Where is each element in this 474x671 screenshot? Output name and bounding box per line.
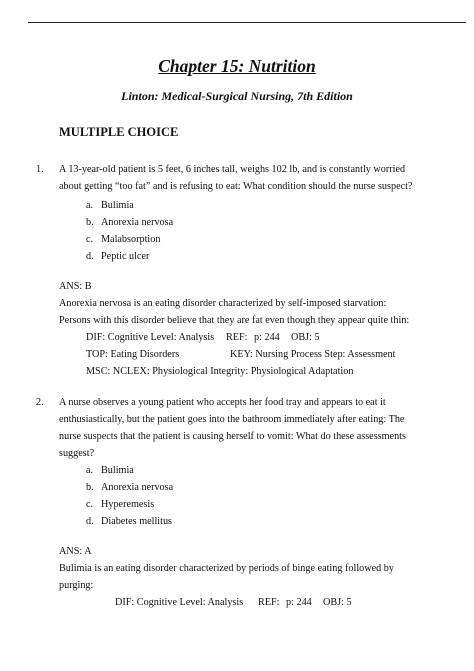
meta-row xyxy=(86,329,320,346)
option-text: Anorexia nervosa xyxy=(101,482,174,493)
question-stem-line: enthusiastically, but the patient goes into the bathroom immediately after eating: The xyxy=(59,414,405,425)
option-letter: d. xyxy=(86,251,94,262)
meta-row xyxy=(115,594,352,611)
header-rule xyxy=(28,22,466,23)
rationale-line: Bulimia is an eating disorder characterized by periods of binge eating followed by xyxy=(59,563,394,574)
objective-label: OBJ: 5 xyxy=(291,332,320,343)
book-subtitle: Linton: Medical-Surgical Nursing, 7th Edition xyxy=(121,89,353,103)
difficulty-label: DIF: Cognitive Level: Analysis xyxy=(115,597,244,608)
rationale-line: purging: xyxy=(59,580,94,591)
option-letter: c. xyxy=(86,234,94,245)
question-stem-line: A nurse observes a young patient who accepts her food tray and appears to eat it xyxy=(59,397,386,408)
option-letter: a. xyxy=(86,465,94,476)
option-letter: d. xyxy=(86,516,94,527)
option-text: Diabetes mellitus xyxy=(101,516,173,527)
question-stem-line: suggest? xyxy=(59,448,95,459)
meta-row xyxy=(86,346,395,363)
rationale-line: Persons with this disorder believe that they are fat even though they appear quite thin: xyxy=(59,315,410,326)
question-stem-line: A 13-year-old patient is 5 feet, 6 inches tall, weighs 102 lb, and is constantly worried xyxy=(59,164,406,175)
ref-label: REF: xyxy=(258,597,280,608)
ref-page: p: 244 xyxy=(254,332,280,343)
answer-key: ANS: A xyxy=(59,546,92,557)
question-number: 1. xyxy=(36,164,44,175)
rationale-line: Anorexia nervosa is an eating disorder characterized by self-imposed starvation: xyxy=(59,298,387,309)
meta-row xyxy=(86,363,353,380)
keyword-label: KEY: Nursing Process Step: Assessment xyxy=(230,349,396,360)
chapter-title: Chapter 15: Nutrition xyxy=(158,56,316,76)
difficulty-label: DIF: Cognitive Level: Analysis xyxy=(86,332,215,343)
option-text: Bulimia xyxy=(101,465,134,476)
question-number: 2. xyxy=(36,397,44,408)
option-letter: a. xyxy=(86,200,94,211)
option-letter: b. xyxy=(86,217,94,228)
option-text: Malabsorption xyxy=(101,234,161,245)
ref-label: REF: xyxy=(226,332,248,343)
option-text: Peptic ulcer xyxy=(101,251,150,262)
topic-label: TOP: Eating Disorders xyxy=(86,349,180,360)
option-letter: c. xyxy=(86,499,94,510)
option-text: Anorexia nervosa xyxy=(101,217,174,228)
section-heading: MULTIPLE CHOICE xyxy=(59,125,179,139)
question-stem-line: nurse suspects that the patient is causing herself to vomit: What do these assessments xyxy=(59,431,406,442)
ref-page: p: 244 xyxy=(286,597,312,608)
option-letter: b. xyxy=(86,482,94,493)
question-stem-line: about getting “too fat” and is refusing to eat: What condition should the nurse suspect? xyxy=(59,181,413,192)
objective-label: OBJ: 5 xyxy=(323,597,352,608)
msc-label: MSC: NCLEX: Physiological Integrity: Physiological Adaptation xyxy=(86,366,354,377)
option-text: Hyperemesis xyxy=(101,499,155,510)
option-text: Bulimia xyxy=(101,200,134,211)
answer-key: ANS: B xyxy=(59,281,92,292)
